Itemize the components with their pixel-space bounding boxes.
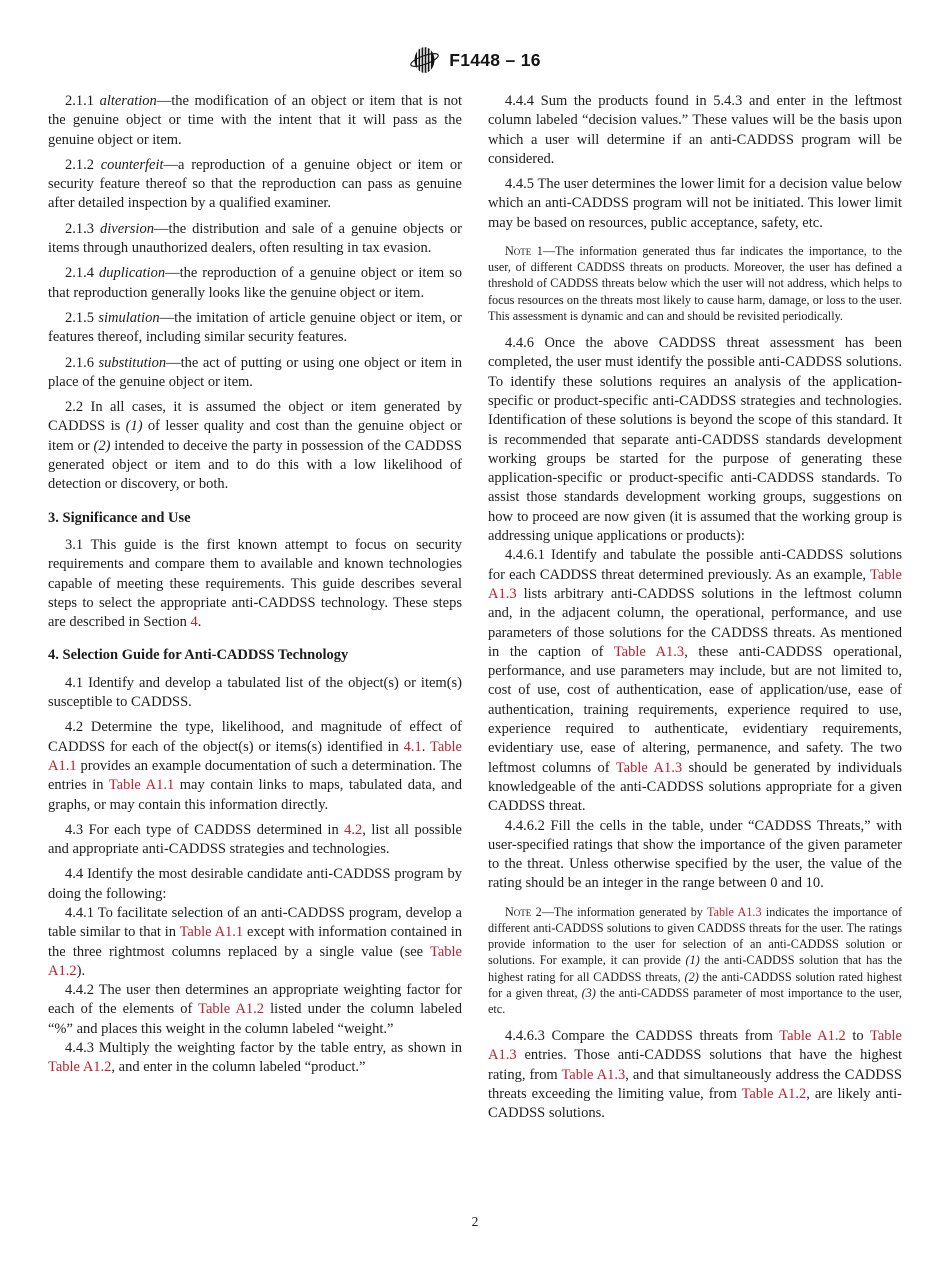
paragraph <box>48 1039 462 1078</box>
cross-reference-link[interactable]: Table A1.2 <box>779 1028 846 1045</box>
text-run: 4.1 Identify and develop a tabulated list of the object(s) or item(s) susceptible to CADDSS. <box>48 674 462 711</box>
text-run: 4. Selection Guide for Anti-CADDSS Technology <box>48 647 349 664</box>
text-run: 2.1.6 <box>65 354 99 371</box>
left-column <box>48 92 462 1124</box>
cross-reference-link[interactable]: Table A1.3 <box>613 643 685 660</box>
note-paragraph <box>488 243 902 324</box>
text-run: may contain links to maps, tabulated data, and graphs, or may contain this information directly. <box>48 777 463 813</box>
section-heading <box>48 646 462 665</box>
text-run: 3.1 This guide is the first known attempt to focus on security requirements and compare them to available and known technologies capable of meeting these requirements. This guide describes several steps to select the appropriate anti-CADDSS technology. These steps are described in Section <box>48 536 462 631</box>
text-run: 4.2 Determine the type, likelihood, and magnitude of effect of CADDSS for each of the object(s) or items(s) identified in <box>48 719 462 755</box>
text-run: indicates the importance of different anti-CADDSS solutions to given CADDSS threats for the user. The ratings provide information to the user for selection of an anti-CADDSS solution or solutions. For example, it can provide <box>488 904 902 968</box>
text-run: 4.4.6.2 Fill the cells in the table, under “CADDSS Threats,” with user-specified ratings that show the importance of the given parameter to the threat. Unless otherwise specified by the user, the value of the rating should be an integer in the range between 0 and 10. <box>488 817 902 892</box>
note-paragraph <box>488 904 902 1017</box>
text-run: The information generated by <box>553 904 707 919</box>
text-run: —the distribution and sale of a genuine objects or items through unauthorized dealers, often resulting in tax evasion. <box>48 220 463 257</box>
cross-reference-link[interactable]: 4 <box>190 614 198 631</box>
paragraph <box>48 398 462 494</box>
text-run: (1) <box>125 418 143 435</box>
paragraph <box>48 718 462 814</box>
cross-reference-link[interactable]: Table A1.2 <box>741 1086 807 1103</box>
paragraph <box>488 92 902 169</box>
text-run: ). <box>76 962 86 979</box>
paragraph <box>48 264 462 303</box>
paragraph <box>488 817 902 894</box>
text-run: simulation <box>98 309 160 326</box>
text-run: , these anti-CADDSS operational, performance, and use parameters may include, but are not limited to, cost of use, cost of authentication, ease of application/use, ease of authentication, training requirements, experience required to use, experience required to authenticate, evidentiary requirements, evidentiary use, ease of altering, permanence, and safety. The two leftmost columns of <box>488 643 902 776</box>
cross-reference-link[interactable]: Table A1.3 <box>561 1066 626 1083</box>
text-run: 4.4.5 The user determines the lower limit for a decision value below which an anti-CADDSS program will not be initiated. This lower limit may be based on resources, public acceptance, safety, etc. <box>488 176 902 231</box>
text-run: duplication <box>99 265 166 282</box>
paragraph <box>488 334 902 546</box>
text-run: should be generated by individuals knowledgeable of the anti-CADDSS solutions appropriate for a given CADDSS threat. <box>488 759 902 815</box>
text-run: listed under the column labeled “%” and places this weight in the column labeled “weight.” <box>48 1001 462 1037</box>
astm-logo-icon <box>409 44 440 76</box>
text-run: 2.1.4 <box>65 265 100 282</box>
text-run: 2.1.3 <box>65 220 100 237</box>
text-run: counterfeit <box>100 156 164 173</box>
text-run: except with information contained in the three rightmost columns replaced by a single value (see <box>48 924 462 960</box>
page-footer <box>0 1214 950 1230</box>
text-run: —a reproduction of a genuine object or item or security feature thereof so that the reproduction can pass as genuine after detailed inspection by a qualified examiner. <box>48 156 463 212</box>
paragraph <box>488 175 902 233</box>
paragraph <box>48 674 462 713</box>
cross-reference-link[interactable]: Table A1.3 <box>488 1028 902 1064</box>
paragraph <box>48 220 462 259</box>
cross-reference-link[interactable]: Table A1.2 <box>198 1001 265 1018</box>
text-run: 4.4 Identify the most desirable candidate anti-CADDSS program by doing the following: <box>48 866 462 902</box>
text-run: entries. Those anti-CADDSS solutions that have the highest rating, from <box>488 1047 902 1083</box>
text-run: 4.3 For each type of CADDSS determined in <box>65 821 345 838</box>
text-run: diversion <box>100 220 154 237</box>
text-run: 4.4.6.1 Identify and tabulate the possible anti-CADDSS solutions for each CADDSS threat determined previously. As an example, <box>488 547 902 583</box>
text-run: —the act of putting or using one object or item in place of the genuine object or item. <box>48 354 463 390</box>
paragraph <box>488 1027 902 1123</box>
text-run: . <box>197 614 202 631</box>
paragraph <box>488 546 902 816</box>
text-run: (2) <box>684 969 699 984</box>
text-run: to <box>845 1028 870 1045</box>
text-run: provides an example documentation of such a determination. The entries in <box>48 757 462 794</box>
cross-reference-link[interactable]: Table A1.1 <box>179 924 244 941</box>
text-run: Note 1— <box>505 244 556 259</box>
text-run: . <box>421 738 430 755</box>
text-run: the anti-CADDSS parameter of most importance to the user, etc. <box>488 985 902 1016</box>
text-run: (1) <box>685 953 700 968</box>
document-title: F1448 – 16 <box>449 49 541 70</box>
cross-reference-link[interactable]: Table A1.2 <box>48 943 462 979</box>
paragraph <box>48 821 462 860</box>
right-column <box>488 92 902 1124</box>
text-run: , and that simultaneously address the CADDSS threats exceeding the limiting value, from <box>488 1066 902 1103</box>
text-run: (2) <box>93 437 111 454</box>
paragraph <box>48 354 462 393</box>
cross-reference-link[interactable]: Table A1.3 <box>706 904 762 919</box>
text-run: 4.4.6 Once the above CADDSS threat assessment has been completed, the user must identify the possible anti-CADDSS solutions. To identify these solutions requires an analysis of the application-specific or product-specific anti-CADDSS strategies and technologies. Identification of these solutions is beyond the scope of this standard. It is recommended that separate anti-CADDSS standards development working groups be started for the purpose of generating these application-specific or product-specific anti-CADDSS standards. To assist those standards development working groups, suggestions on how to proceed are now given (it is assumed that the working group is addressing unique applications or products): <box>488 335 902 545</box>
text-run: 4.4.4 Sum the products found in 5.4.3 and enter in the leftmost column labeled “decision values.” These values will be the basis upon which a user will determine if an anti-CADDSS program will be considered. <box>488 93 902 167</box>
text-run: , and enter in the column labeled “product.” <box>111 1059 366 1076</box>
paragraph <box>48 92 462 150</box>
text-run: 4.4.2 The user then determines an appropriate weighting factor for each of the elements of <box>48 982 462 1018</box>
text-run: Note 2— <box>505 904 554 919</box>
cross-reference-link[interactable]: Table A1.1 <box>48 738 462 774</box>
text-run: substitution <box>98 354 167 371</box>
text-run: 4.4.6.3 Compare the CADDSS threats from <box>505 1028 780 1045</box>
page-header <box>0 0 950 76</box>
cross-reference-link[interactable]: Table A1.3 <box>615 759 683 776</box>
text-run: the anti-CADDSS solution rated highest for a given threat, <box>488 969 902 1000</box>
page-number: 2 <box>471 1214 479 1229</box>
text-run: —the imitation of article genuine object or item, or features thereof, including similar security features. <box>48 309 462 346</box>
text-run: of lesser quality and cost than the genuine object or item or <box>48 418 463 454</box>
text-run: , list all possible and appropriate anti-CADDSS strategies and technologies. <box>48 821 462 858</box>
paragraph <box>48 536 462 632</box>
text-run: 2.1.5 <box>65 309 99 326</box>
text-run: intended to deceive the party in possession of the CADDSS generated object or item and to do this with a low likelihood of detection or discovery, or both. <box>48 437 463 493</box>
text-run: 2.1.1 <box>65 93 100 109</box>
text-run: —the reproduction of a genuine object or item so that reproduction generally looks like the genuine object or item. <box>48 265 463 301</box>
paragraph <box>48 865 462 904</box>
text-run: 2.2 In all cases, it is assumed the object or item generated by CADDSS is <box>48 399 462 435</box>
text-run: , are likely anti-CADDSS solutions. <box>488 1086 902 1122</box>
text-run: (3) <box>581 985 596 1000</box>
cross-reference-link[interactable]: Table A1.2 <box>48 1059 112 1076</box>
paragraph <box>48 981 462 1039</box>
text-run: alteration <box>99 93 157 109</box>
text-run: 2.1.2 <box>65 156 101 173</box>
paragraph <box>48 156 462 214</box>
paragraph <box>48 904 462 981</box>
text-run: 4.4.3 Multiply the weighting factor by the table entry, as shown in <box>65 1040 462 1057</box>
cross-reference-link[interactable]: Table A1.1 <box>108 777 175 794</box>
cross-reference-link[interactable]: 4.2 <box>344 821 363 838</box>
cross-reference-link[interactable]: Table A1.3 <box>488 566 902 602</box>
text-run: —the modification of an object or item that is not the genuine object or time with the intent that it will pass as the genuine object or item. <box>48 93 463 148</box>
cross-reference-link[interactable]: 4.1 <box>403 738 422 755</box>
text-run: 3. Significance and Use <box>48 509 191 526</box>
text-run: lists arbitrary anti-CADDSS solutions in the leftmost column and, in the adjacent column, the operational, performance, and use parameters of those solutions for the CADDSS threats. As mentioned in the caption of <box>488 585 902 660</box>
text-run: the anti-CADDSS solution that has the highest rating for all CADDSS threats, <box>488 953 902 984</box>
text-run: The information generated thus far indicates the importance, to the user, of different CADDSS threats on products. Moreover, the user has defined a threshold of CADDSS threats below which the user will not address, which helps to focus resources on the threats most likely to cause harm, damage, or loss to the user. This assessment is dynamic and can and should be revisited periodically. <box>488 244 903 323</box>
paragraph <box>48 309 462 348</box>
section-heading <box>48 509 462 528</box>
text-run: 4.4.1 To facilitate selection of an anti-CADDSS program, develop a table similar to that in <box>48 904 462 941</box>
document-body <box>0 76 950 1124</box>
